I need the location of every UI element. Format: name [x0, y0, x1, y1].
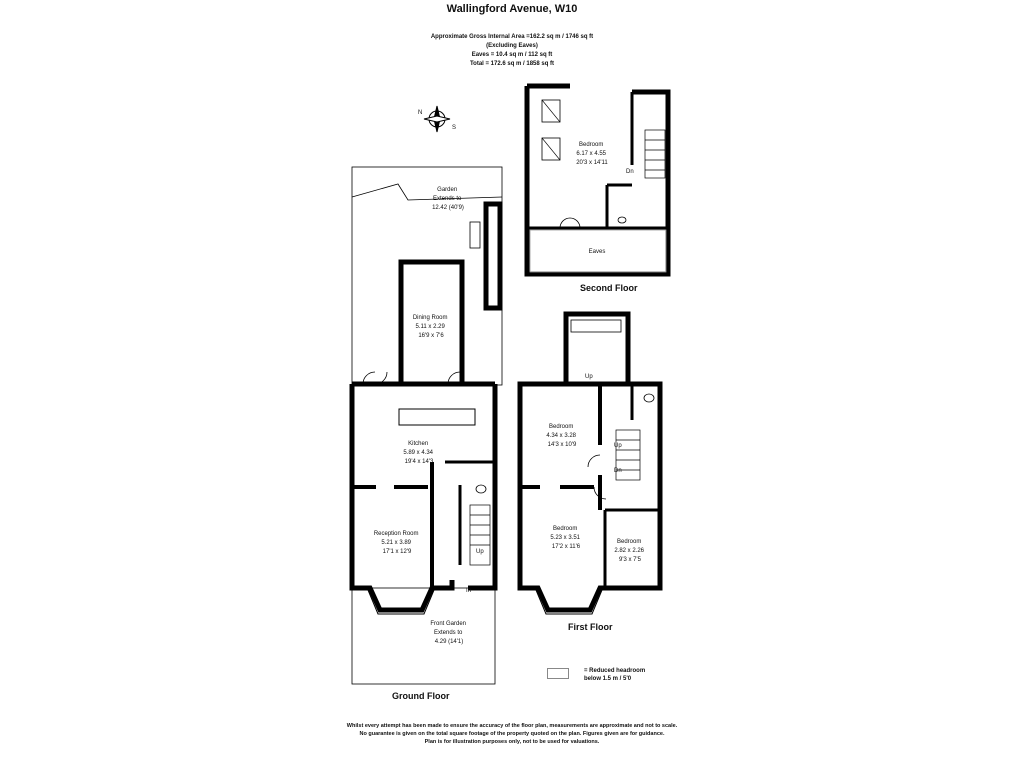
- second-floor-label: Second Floor: [580, 283, 638, 293]
- area-line: Total = 172.6 sq m / 1858 sq ft: [469, 61, 555, 67]
- legend-line: below 1.5 m / 5'0: [584, 676, 632, 682]
- area-line: Eaves = 10.4 sq m / 112 sq ft: [471, 52, 553, 58]
- first-bedroom-2-label: Bedroom 5.23 x 3.51 17'2 x 11'6: [550, 526, 581, 550]
- second-bedroom-label: Bedroom 6.17 x 4.55 20'3 x 14'11: [576, 142, 608, 166]
- first-floor-walls: [520, 384, 660, 610]
- disclaimer-line: No guarantee is given on the total square footage of the property quoted on the plan. Figures given are for guidance.: [359, 731, 665, 737]
- area-line: (Excluding Eaves): [486, 43, 538, 49]
- front-garden-label: Front Garden Extends to 4.29 (14'1): [430, 621, 467, 645]
- first-bedroom-3-label: Bedroom 2.82 x 2.26 9'3 x 7'5: [614, 539, 645, 563]
- ground-entrance-label: In: [466, 588, 472, 594]
- dining-room-walls: [401, 262, 462, 384]
- ground-stairs: [470, 505, 490, 565]
- compass-icon: [424, 106, 450, 132]
- plan-title: Wallingford Avenue, W10: [446, 3, 578, 15]
- legend-text: [584, 667, 645, 683]
- compass-north-label: N: [418, 110, 423, 116]
- ground-floor-walls: [352, 384, 495, 610]
- kitchen-label: Kitchen 5.89 x 4.34 19'4 x 14'3: [403, 441, 434, 465]
- first-landing-up-label: Up: [585, 374, 593, 380]
- first-floor-label: First Floor: [568, 622, 613, 632]
- disclaimer: [0, 722, 1024, 746]
- dining-room-label: Dining Room 5.11 x 2.29 16'9 x 7'6: [412, 315, 448, 339]
- legend-line: = Reduced headroom: [584, 668, 646, 674]
- first-stairs-up-label: Up: [614, 443, 622, 449]
- garden-label: Garden Extends to 12.42 (40'9): [432, 187, 464, 211]
- reduced-headroom-swatch: [547, 668, 569, 679]
- eaves-label: Eaves: [588, 249, 606, 255]
- reception-room-label: Reception Room 5.21 x 3.89 17'1 x 12'9: [373, 531, 419, 555]
- second-stairs-down-label: Dn: [626, 169, 634, 175]
- first-bedroom-1-label: Bedroom 4.34 x 3.28 14'3 x 10'9: [546, 424, 577, 448]
- first-stairs-down-label: Dn: [614, 468, 622, 474]
- side-store: [486, 204, 500, 308]
- first-bathroom-walls: [566, 314, 628, 384]
- ground-floor-label: Ground Floor: [392, 691, 450, 701]
- disclaimer-line: Whilst every attempt has been made to ensure the accuracy of the floor plan, measurements are approximate and not to scale.: [346, 723, 678, 729]
- disclaimer-line: Plan is for illustration purposes only, not to be used for valuations.: [424, 739, 600, 745]
- area-line: Approximate Gross Internal Area =162.2 sq m / 1746 sq ft: [430, 34, 594, 40]
- kitchen-island: [399, 409, 475, 425]
- second-stairs: [645, 130, 665, 178]
- compass-south-label: S: [452, 125, 457, 131]
- ground-stairs-up-label: Up: [476, 549, 484, 555]
- second-floor-walls: [527, 86, 668, 274]
